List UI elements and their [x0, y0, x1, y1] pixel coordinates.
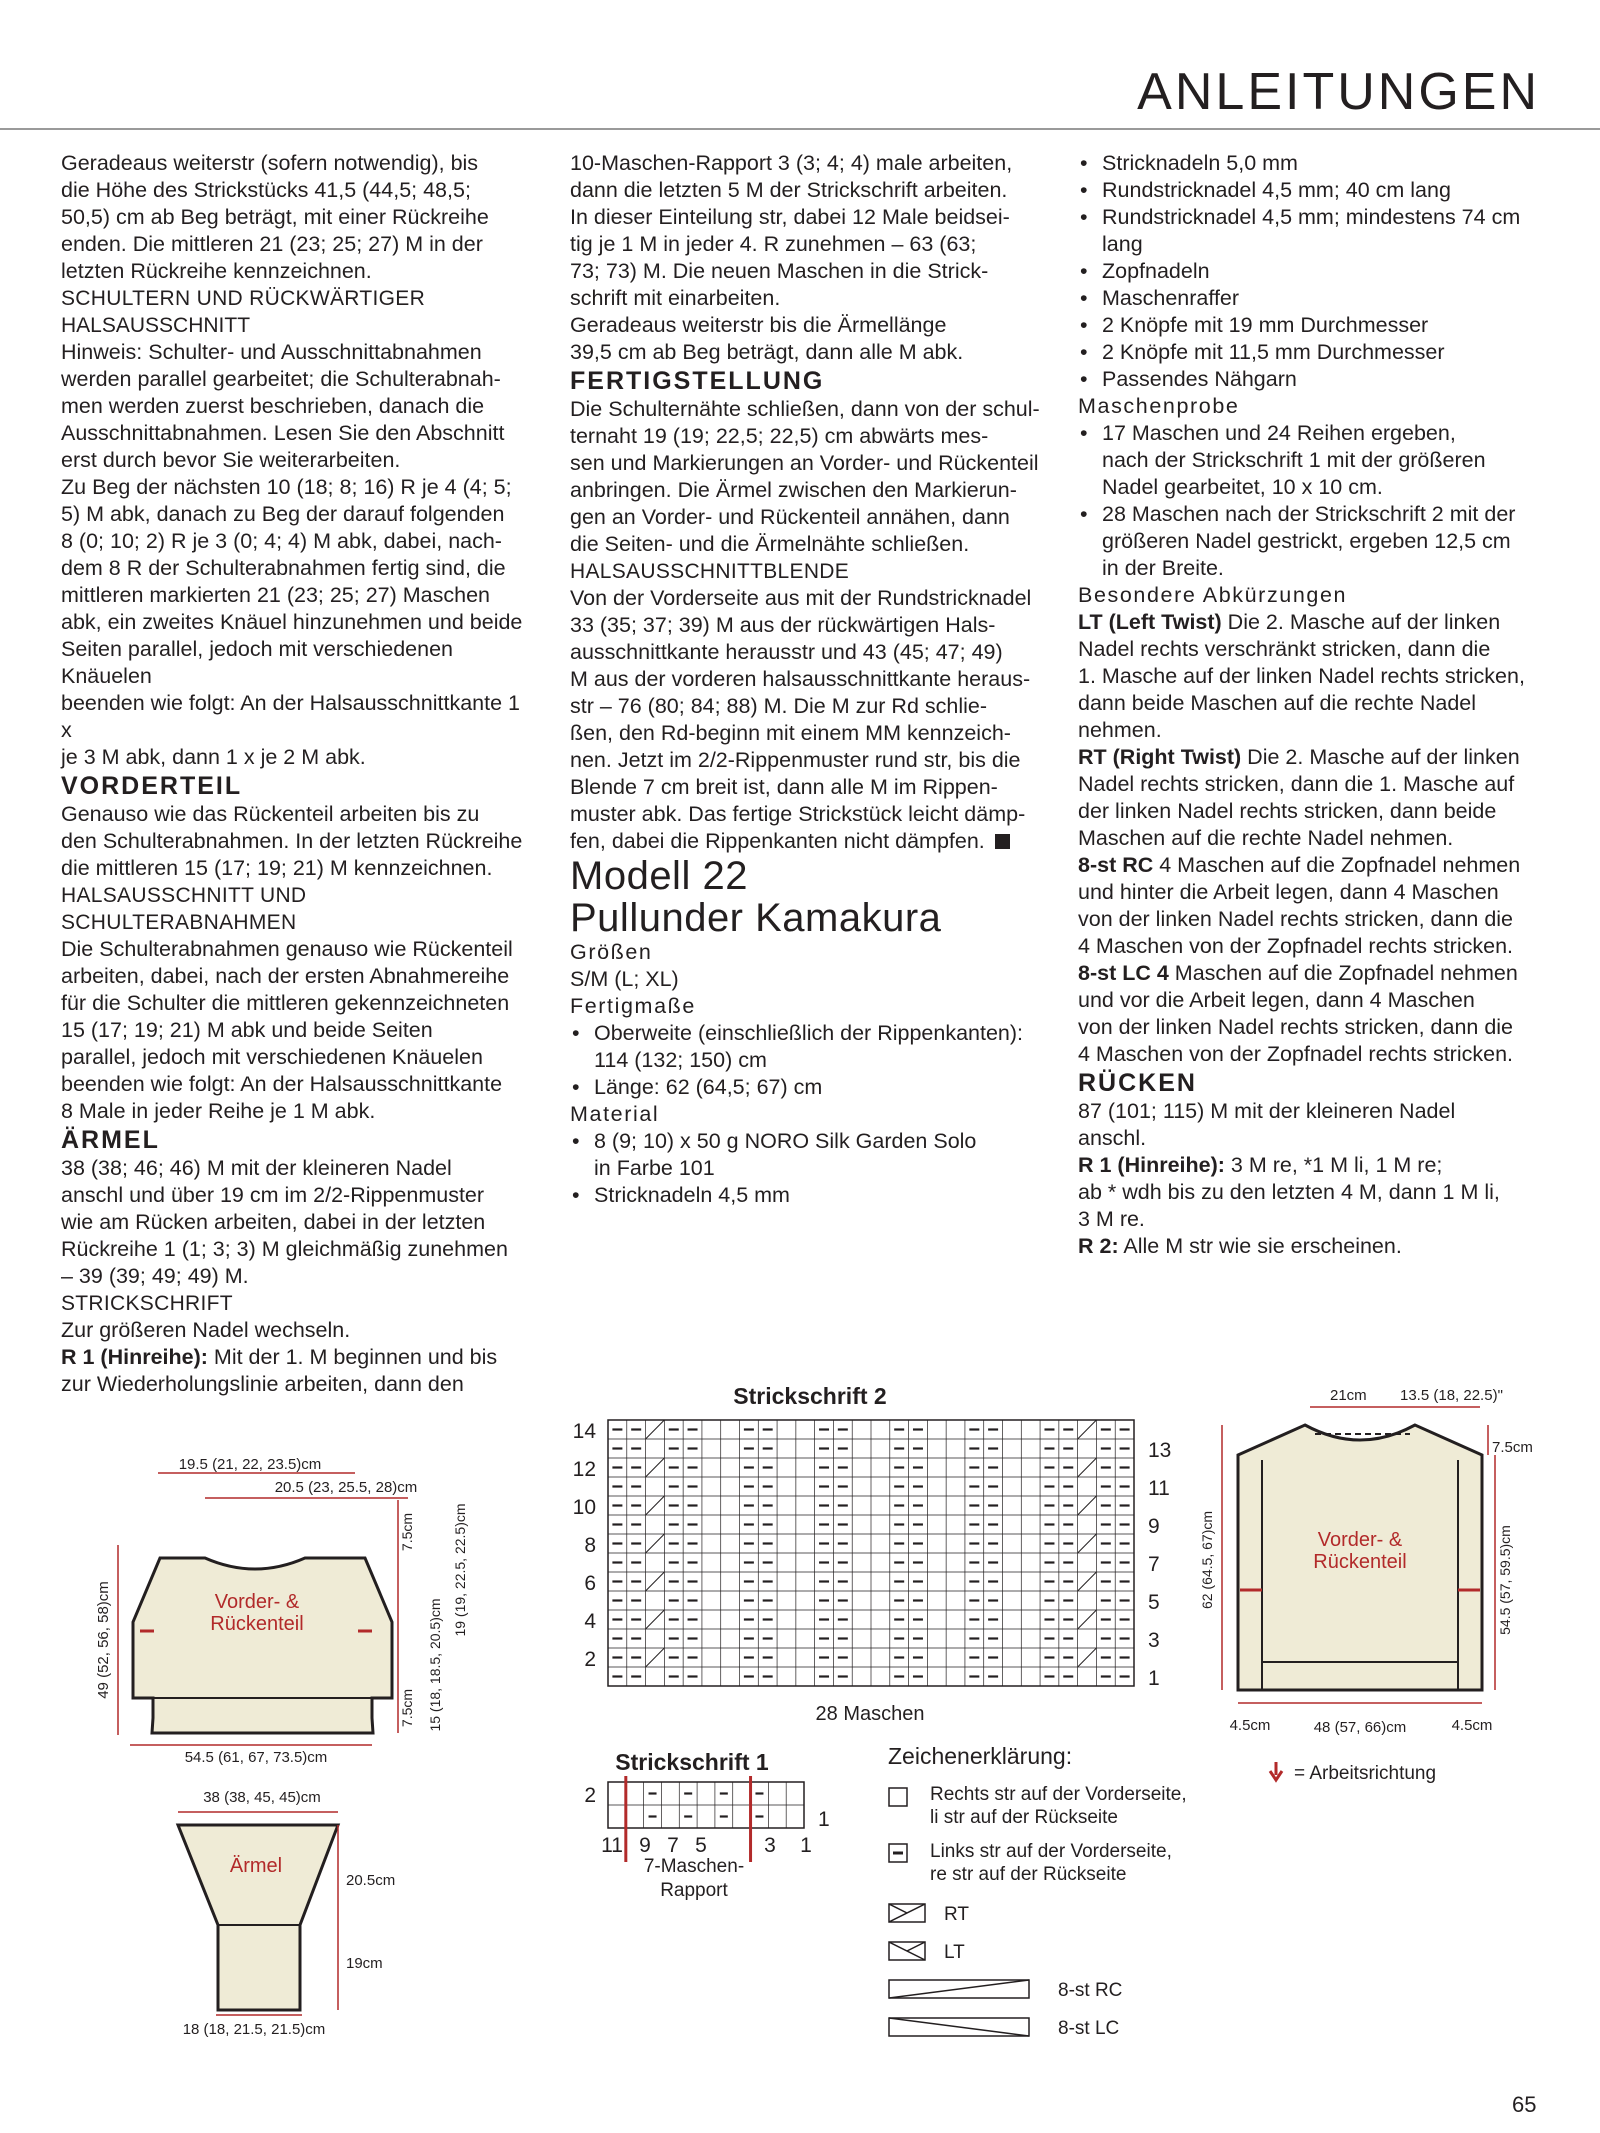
- legend-lc: 8-st LC: [1058, 2018, 1120, 2039]
- legend-knit: li str auf der Rückseite: [930, 1807, 1118, 1828]
- dim-edge-left: 4.5cm: [1229, 1717, 1271, 1734]
- neck-line: beenden wie folgt: An der Halsausschnittkante: [61, 1072, 503, 1096]
- chart1-caption: Rapport: [660, 1880, 728, 1901]
- list-item: • Passendes Nähgarn: [1078, 366, 1558, 393]
- sizes-heading: Größen: [570, 940, 653, 964]
- back-line: anschl.: [1078, 1126, 1147, 1150]
- legend: [880, 1740, 1240, 2040]
- sleeve-line: Rückreihe 1 (1; 3; 3) M gleichmäßig zunehmen: [61, 1237, 508, 1261]
- column-number: 3: [764, 1834, 776, 1857]
- shoulders-line: Seiten parallel, jedoch mit verschiedenen Knäuelen: [61, 637, 454, 688]
- sleeve-cont-line: 39,5 cm ab Beg beträgt, dann alle M abk.: [570, 340, 964, 364]
- dim-armhole: 19 (19, 22.5, 22.5)cm: [452, 1503, 468, 1637]
- back-line: 87 (101; 115) M mit der kleineren Nadel: [1078, 1099, 1456, 1123]
- tool-item: Rundstricknadel 4,5 mm; mindestens 74 cm: [1102, 205, 1521, 229]
- list-item: • Rundstricknadel 4,5 mm; 40 cm lang: [1078, 177, 1558, 204]
- end-square-icon: [995, 834, 1010, 849]
- neck-line: arbeiten, dabei, nach der ersten Abnahmereihe: [61, 964, 510, 988]
- dim-neck: 21cm: [1330, 1387, 1367, 1404]
- gauge-cont: Nadel gearbeitet, 10 x 10 cm.: [1102, 475, 1383, 499]
- sleeve-cont-line: dann die letzten 5 M der Strickschrift arbeiten.: [570, 178, 1008, 202]
- chart2-title: Strickschrift 2: [733, 1383, 887, 1409]
- dim-bottom-width: 54.5 (61, 67, 73.5)cm: [184, 1749, 328, 1766]
- gauge-heading: Maschenprobe: [1078, 394, 1240, 418]
- abbr-line: [1078, 609, 1558, 636]
- abbr-text: 4 Maschen auf die Zopfnadel nehmen: [1153, 853, 1521, 877]
- dim-sleeve-cuff: 19cm: [346, 1955, 383, 1972]
- legend-rt: RT: [944, 1904, 969, 1925]
- row-text: Mit der 1. M beginnen und bis: [207, 1345, 498, 1369]
- note-text: Schulter- und Ausschnittabnahmen: [142, 340, 482, 364]
- front-line: Genauso wie das Rückenteil arbeiten bis zu: [61, 802, 480, 826]
- band-line: ßen, den Rd-beginn mit einem MM kennzeich-: [570, 721, 1011, 745]
- abbr-line: nehmen.: [1078, 718, 1162, 742]
- dim-top-width: 19.5 (21, 22, 23.5)cm: [178, 1456, 322, 1473]
- chart-2: [560, 1380, 1190, 1730]
- row-number: 2: [584, 1648, 596, 1671]
- measure-heading: Fertigmaße: [570, 994, 696, 1018]
- band-heading: HALSAUSSCHNITTBLENDE: [570, 560, 850, 583]
- abbr-line: dann beide Maschen auf die rechte Nadel: [1078, 691, 1477, 715]
- header-rule: [0, 128, 1600, 130]
- back-line: ab * wdh bis zu den letzten 4 M, dann 1 M li,: [1078, 1180, 1500, 1204]
- list-item: • Stricknadeln 5,0 mm: [1078, 150, 1558, 177]
- legend-lt: LT: [944, 1942, 965, 1963]
- gauge-cont: in der Breite.: [1102, 556, 1224, 580]
- chart1-title: Strickschrift 1: [615, 1749, 769, 1775]
- abbr-line: [1078, 960, 1558, 987]
- abbr-line: [1078, 852, 1558, 879]
- knit-symbol-icon: [889, 1788, 907, 1806]
- list-item: [1078, 204, 1558, 258]
- list-item: • 2 Knöpfe mit 11,5 mm Durchmesser: [1078, 339, 1558, 366]
- measure-item: Oberweite (einschließlich der Rippenkanten):: [594, 1021, 1024, 1045]
- dim-sleeve-bottom: 18 (18, 21.5, 21.5)cm: [182, 2021, 326, 2038]
- row-number: 10: [572, 1496, 596, 1519]
- gauge-list: [1078, 420, 1558, 582]
- chart2-caption: 28 Maschen: [815, 1703, 925, 1725]
- neck-line: 15 (17; 19; 21) M abk und beide Seiten: [61, 1018, 433, 1042]
- abbr-label: LT (Left Twist): [1078, 610, 1222, 634]
- column-number: 9: [639, 1834, 651, 1857]
- column-number: 11: [601, 1834, 623, 1857]
- sleeve-cont-line: tig je 1 M in jeder 4. R zunehmen – 63 (63;: [570, 232, 977, 256]
- abbr-label: 8-st LC 4: [1078, 961, 1169, 985]
- row-number: 4: [584, 1610, 596, 1633]
- dim-drop: 7.5cm: [1492, 1439, 1533, 1456]
- band-line: 33 (35; 37; 39) M aus der rückwärtigen Hals-: [570, 613, 996, 637]
- material-item: 8 (9; 10) x 50 g NORO Silk Garden Solo: [594, 1129, 977, 1153]
- page-number: 65: [1512, 2092, 1537, 2117]
- sleeve-line: wie am Rücken arbeiten, dabei in der letzten: [61, 1210, 486, 1234]
- chart-heading: STRICKSCHRIFT: [61, 1292, 233, 1315]
- row-number: 9: [1148, 1515, 1160, 1538]
- material-heading: Material: [570, 1102, 660, 1126]
- band-line: muster abk. Das fertige Strickstück leicht dämp-: [570, 802, 1026, 826]
- sleeve-label: Ärmel: [229, 1855, 283, 1877]
- row-number: 11: [1148, 1477, 1170, 1500]
- shoulders-line: erst durch bevor Sie weiterarbeiten.: [61, 448, 401, 472]
- schematic-left: [60, 1450, 530, 2060]
- row-number: 3: [1148, 1629, 1160, 1652]
- abbr-line: Maschen auf die rechte Nadel nehmen.: [1078, 826, 1454, 850]
- dim-rib: 7.5cm: [399, 1688, 415, 1728]
- row-label: R 1 (Hinreihe):: [61, 1345, 208, 1369]
- measure-cont: 114 (132; 150) cm: [594, 1048, 767, 1072]
- finish-line: gen an Vorder- und Rückenteil annähen, dann: [570, 505, 1010, 529]
- band-line: nen. Jetzt im 2/2-Rippenmuster rund str, bis die: [570, 748, 1021, 772]
- shoulders-line: beenden wie folgt: An der Halsausschnittkante 1 x: [61, 691, 520, 742]
- finish-line: ternaht 19 (19; 22,5; 22,5) cm abwärts mes-: [570, 424, 989, 448]
- chart-line: [61, 1344, 531, 1371]
- dim-width: 48 (57, 66)cm: [1313, 1719, 1407, 1736]
- intro-line: letzten Rückreihe kennzeichnen.: [61, 259, 372, 283]
- intro-line: die Höhe des Strickstücks 41,5 (44,5; 48,5;: [61, 178, 471, 202]
- row-text: 3 M re, *1 M li, 1 M re;: [1224, 1153, 1443, 1177]
- finish-line: Die Schulternähte schließen, dann von der schul-: [570, 397, 1040, 421]
- abbr-text: Die 2. Masche auf der linken: [1241, 745, 1520, 769]
- abbr-line: [1078, 744, 1558, 771]
- material-list: [570, 1128, 1040, 1209]
- model-subtitle: Pullunder Kamakura: [570, 896, 942, 940]
- list-item: • 2 Knöpfe mit 19 mm Durchmesser: [1078, 312, 1558, 339]
- sleeve-cont-line: schrift mit einarbeiten.: [570, 286, 781, 310]
- abbr-line: von der linken Nadel rechts stricken, dann die: [1078, 1015, 1514, 1039]
- row-number: 14: [572, 1420, 596, 1443]
- list-item: [570, 1128, 1040, 1182]
- chart1-caption: 7-Maschen-: [643, 1856, 745, 1877]
- gauge-cont: nach der Strickschrift 1 mit der größeren: [1102, 448, 1486, 472]
- body-label: Rückenteil: [210, 1613, 304, 1635]
- chart-1: [560, 1740, 860, 1920]
- list-item: • Länge: 62 (64,5; 67) cm: [570, 1074, 1040, 1101]
- shoulders-line: men werden zuerst beschrieben, danach die: [61, 394, 485, 418]
- front-line: den Schulterabnahmen. In der letzten Rückreihe: [61, 829, 523, 853]
- band-line: ausschnittkante herausstr und 43 (45; 47; 49): [570, 640, 1003, 664]
- tools-list: [1078, 150, 1558, 393]
- band-line: Blende 7 cm breit ist, dann alle M im Rippen-: [570, 775, 998, 799]
- abbr-line: und hinter die Arbeit legen, dann 4 Maschen: [1078, 880, 1499, 904]
- column-2: [570, 150, 1040, 1209]
- list-item: • Stricknadeln 4,5 mm: [570, 1182, 1040, 1209]
- back-line: 3 M re.: [1078, 1207, 1145, 1231]
- dim-sleeve-upper: 20.5cm: [346, 1872, 396, 1889]
- sleeve-cont-line: In dieser Einteilung str, dabei 12 Male beidsei-: [570, 205, 1010, 229]
- dim-height: 54.5 (57, 59.5)cm: [1497, 1525, 1513, 1635]
- column-3: [1078, 150, 1558, 1260]
- finish-heading: FERTIGSTELLUNG: [570, 367, 825, 395]
- legend-purl: re str auf der Rückseite: [930, 1864, 1127, 1885]
- dim-side: 15 (18, 18.5, 20.5)cm: [427, 1598, 443, 1732]
- legend-rc: 8-st RC: [1058, 1980, 1123, 2001]
- legend-purl: Links str auf der Vorderseite,: [930, 1841, 1172, 1862]
- shoulders-line: abk, ein zweites Knäuel hinzunehmen und beide: [61, 610, 523, 634]
- direction-arrow-icon: [1270, 1762, 1282, 1780]
- sleeve-heading: ÄRMEL: [61, 1126, 160, 1154]
- dim-sleeve-top: 38 (38, 45, 45)cm: [203, 1789, 321, 1806]
- neck-line: für die Schulter die mittleren gekennzeichneten: [61, 991, 510, 1015]
- abbr-label: RT (Right Twist): [1078, 745, 1242, 769]
- direction-label: = Arbeitsrichtung: [1294, 1763, 1437, 1784]
- shoulders-line: 8 (0; 10; 2) R je 3 (0; 4; 4) M abk, dabei, nach-: [61, 529, 502, 553]
- intro-line: enden. Die mittleren 21 (23; 25; 27) M in der: [61, 232, 483, 256]
- abbr-label: 8-st RC: [1078, 853, 1154, 877]
- list-item: [1078, 420, 1558, 501]
- sizes-value: S/M (L; XL): [570, 967, 679, 991]
- back-line: [1078, 1152, 1558, 1179]
- row-number: 6: [584, 1572, 596, 1595]
- row-number: 1: [818, 1808, 830, 1831]
- front-line: die mittleren 15 (17; 19; 21) M kennzeichnen.: [61, 856, 493, 880]
- shoulders-line: Zu Beg der nächsten 10 (18; 8; 16) R je 4 (4; 5;: [61, 475, 512, 499]
- sleeve-line: anschl und über 19 cm im 2/2-Rippenmuster: [61, 1183, 485, 1207]
- model-title: Modell 22: [570, 854, 748, 898]
- abbr-heading: Besondere Abkürzungen: [1078, 583, 1348, 607]
- row-number: 2: [584, 1784, 596, 1807]
- shoulders-line: mittleren markierten 21 (23; 25; 27) Maschen: [61, 583, 491, 607]
- list-item: [1078, 501, 1558, 582]
- band-line: Von der Vorderseite aus mit der Rundstricknadel: [570, 586, 1032, 610]
- legend-title: Zeichenerklärung:: [888, 1743, 1073, 1769]
- measure-list: [570, 1020, 1040, 1101]
- band-line: M aus der vorderen halsausschnittkante heraus-: [570, 667, 1031, 691]
- neck-heading: HALSAUSSCHNITT UND SCHULTERABNAHMEN: [61, 884, 307, 934]
- row-number: 1: [1148, 1667, 1160, 1690]
- sleeve-cont-line: 10-Maschen-Rapport 3 (3; 4; 4) male arbeiten,: [570, 151, 1013, 175]
- list-item: • Zopfnadeln: [1078, 258, 1558, 285]
- shoulders-line: 5) M abk, danach zu Beg der darauf folgenden: [61, 502, 505, 526]
- neck-line: Die Schulterabnahmen genauso wie Rückenteil: [61, 937, 513, 961]
- row-label: R 2:: [1078, 1234, 1119, 1258]
- column-number: 7: [667, 1834, 679, 1857]
- finish-line: sen und Markierungen an Vorder- und Rückenteil: [570, 451, 1039, 475]
- sleeve-line: – 39 (39; 49; 49) M.: [61, 1264, 249, 1288]
- back-heading: RÜCKEN: [1078, 1069, 1197, 1097]
- shoulders-line: Ausschnittabnahmen. Lesen Sie den Abschnitt: [61, 421, 505, 445]
- dim-height: 49 (52, 56, 58)cm: [95, 1581, 112, 1699]
- abbr-line: von der linken Nadel rechts stricken, dann die: [1078, 907, 1514, 931]
- shoulders-line: je 3 M abk, dann 1 x je 2 M abk.: [61, 745, 366, 769]
- sleeve-shape: [178, 1825, 338, 2010]
- sleeve-cont-line: Geradeaus weiterstr bis die Ärmellänge: [570, 313, 947, 337]
- dim-length: 62 (64.5, 67)cm: [1199, 1510, 1215, 1610]
- finish-line: die Seiten- und die Ärmelnähte schließen.: [570, 532, 970, 556]
- row-number: 7: [1148, 1553, 1160, 1576]
- section-title: ANLEITUNGEN: [1137, 63, 1540, 121]
- body-label: Vorder- &: [1317, 1529, 1403, 1551]
- shoulders-line: werden parallel gearbeitet; die Schulterabnah-: [61, 367, 501, 391]
- intro-line: Geradeaus weiterstr (sofern notwendig), bis: [61, 151, 479, 175]
- gauge-cont: größeren Nadel gestrickt, ergeben 12,5 cm: [1102, 529, 1511, 553]
- row-number: 13: [1148, 1439, 1172, 1462]
- list-item: [570, 1020, 1040, 1074]
- dim-shoulder: 13.5 (18, 22.5)": [1400, 1387, 1503, 1404]
- band-line: str – 76 (80; 84; 88) M. Die M zur Rd schlie-: [570, 694, 988, 718]
- legend-knit: Rechts str auf der Vorderseite,: [930, 1784, 1187, 1805]
- row-label: R 1 (Hinreihe):: [1078, 1153, 1225, 1177]
- abbr-line: 1. Masche auf der linken Nadel rechts stricken,: [1078, 664, 1525, 688]
- abbr-line: der linken Nadel rechts stricken, dann beide: [1078, 799, 1497, 823]
- row-number: 12: [572, 1458, 596, 1481]
- schematic-right: [1190, 1380, 1580, 1800]
- shoulders-note: [61, 339, 531, 366]
- abbr-line: Nadel rechts verschränkt stricken, dann die: [1078, 637, 1491, 661]
- band-last-text: fen, dabei die Rippenkanten nicht dämpfen.: [570, 829, 985, 853]
- dim-neck-width: 20.5 (23, 25.5, 28)cm: [274, 1479, 418, 1496]
- sleeve-line: 38 (38; 46; 46) M mit der kleineren Nadel: [61, 1156, 452, 1180]
- neck-line: parallel, jedoch mit verschiedenen Knäuelen: [61, 1045, 483, 1069]
- abbr-line: 4 Maschen von der Zopfnadel rechts stricken.: [1078, 934, 1513, 958]
- finish-line: anbringen. Die Ärmel zwischen den Markierun-: [570, 478, 1017, 502]
- shoulders-line: dem 8 R der Schulterabnahmen fertig sind, die: [61, 556, 506, 580]
- abbr-line: und vor die Arbeit legen, dann 4 Maschen: [1078, 988, 1475, 1012]
- gauge-item: 28 Maschen nach der Strickschrift 2 mit der: [1102, 502, 1516, 526]
- front-heading: VORDERTEIL: [61, 772, 243, 800]
- abbr-line: Nadel rechts stricken, dann die 1. Masche auf: [1078, 772, 1515, 796]
- row-number: 5: [1148, 1591, 1160, 1614]
- list-item: • Maschenraffer: [1078, 285, 1558, 312]
- body-shape: [133, 1558, 392, 1733]
- body-label: Vorder- &: [214, 1591, 300, 1613]
- sleeve-cont-line: 73; 73) M. Die neuen Maschen in die Strick-: [570, 259, 989, 283]
- column-1: [61, 150, 531, 1398]
- intro-line: 50,5) cm ab Beg beträgt, mit einer Rückreihe: [61, 205, 489, 229]
- back-line: [1078, 1233, 1558, 1260]
- neck-line: 8 Male in jeder Reihe je 1 M abk.: [61, 1099, 376, 1123]
- abbr-text: Die 2. Masche auf der linken: [1221, 610, 1501, 634]
- dim-edge-right: 4.5cm: [1451, 1717, 1493, 1734]
- gauge-item: 17 Maschen und 24 Reihen ergeben,: [1102, 421, 1456, 445]
- dim-shoulder-drop: 7.5cm: [399, 1512, 415, 1552]
- band-line: [570, 828, 1040, 855]
- column-number: 5: [695, 1834, 707, 1857]
- material-cont: in Farbe 101: [594, 1156, 715, 1180]
- chart-line: zur Wiederholungslinie arbeiten, dann den: [61, 1372, 464, 1396]
- shoulders-heading-2: HALSAUSSCHNITT: [61, 314, 251, 337]
- row-text: Alle M str wie sie erscheinen.: [1118, 1234, 1402, 1258]
- abbr-text: Maschen auf die Zopfnadel nehmen: [1168, 961, 1518, 985]
- shoulders-heading: SCHULTERN UND RÜCKWÄRTIGER: [61, 287, 426, 310]
- tool-cont: lang: [1102, 232, 1143, 256]
- column-number: 1: [800, 1834, 812, 1857]
- chart-line: Zur größeren Nadel wechseln.: [61, 1318, 351, 1342]
- row-number: 8: [584, 1534, 596, 1557]
- note-label: Hinweis:: [61, 340, 143, 364]
- body-label: Rückenteil: [1313, 1551, 1407, 1573]
- abbr-line: 4 Maschen von der Zopfnadel rechts stricken.: [1078, 1042, 1513, 1066]
